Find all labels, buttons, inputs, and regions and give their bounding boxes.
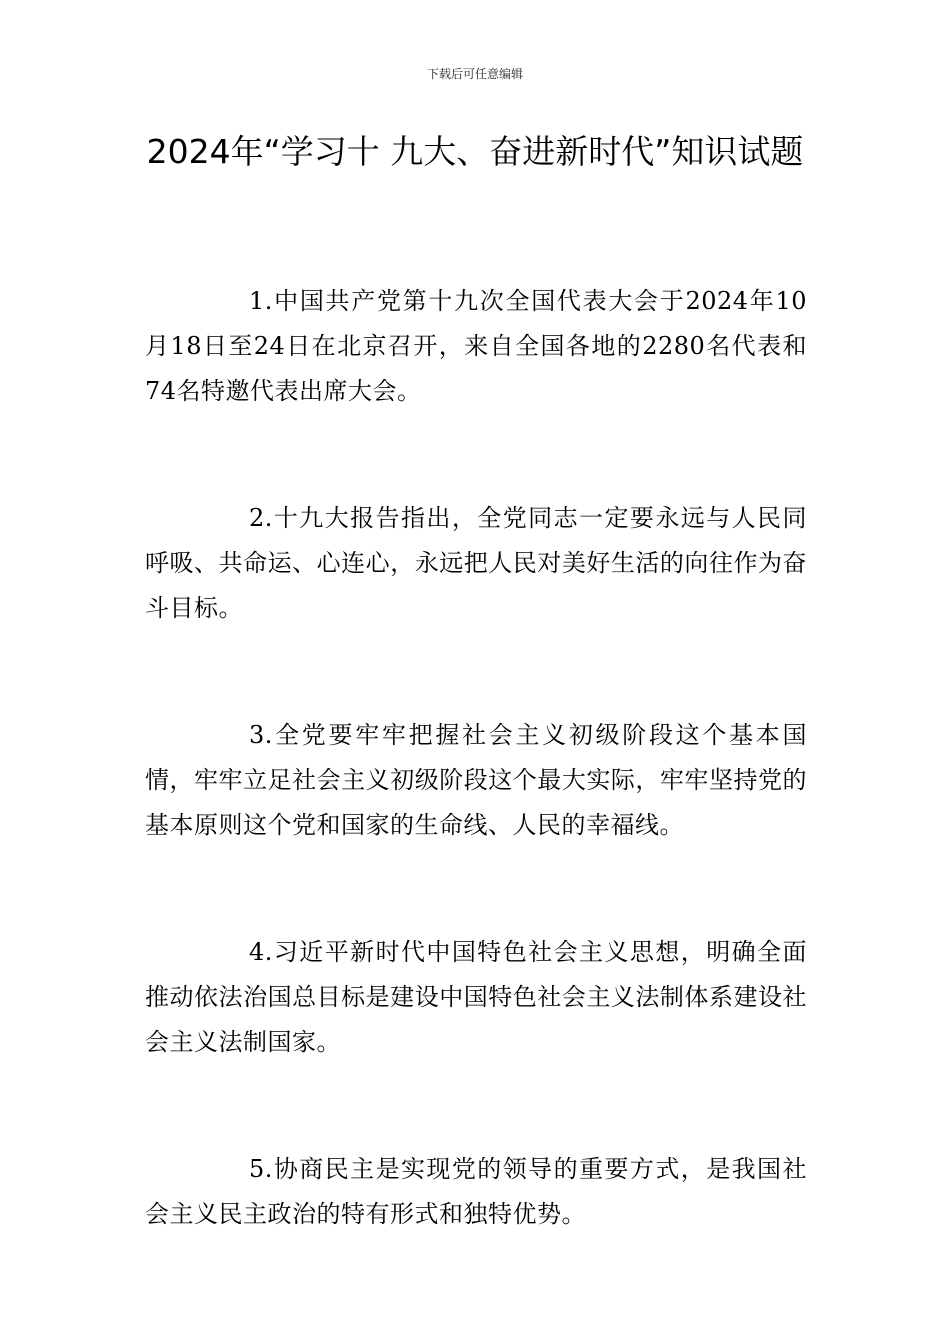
question-paragraph-1: 1.中国共产党第十九次全国代表大会于2024年10月18日至24日在北京召开，来自全国各地的2280名代表和74名特邀代表出席大会。 [145, 287, 807, 405]
question-paragraph-5: 5.协商民主是实现党的领导的重要方式，是我国社会主义民主政治的特有形式和独特优势。 [145, 1155, 807, 1228]
document-body [145, 279, 807, 1319]
document-title: 2024年“学习十 九大、奋进新时代”知识试题 [146, 132, 804, 171]
question-paragraph-2: 2.十九大报告指出，全党同志一定要永远与人民同呼吸、共命运、心连心，永远把人民对美好生活的向往作为奋斗目标。 [145, 504, 807, 622]
question-paragraph-4: 4.习近平新时代中国特色社会主义思想，明确全面推动依法治国总目标是建设中国特色社会主义法制体系建设社会主义法制国家。 [145, 938, 807, 1056]
question-paragraph-3: 3.全党要牢牢把握社会主义初级阶段这个基本国情，牢牢立足社会主义初级阶段这个最大实际，牢牢坚持党的基本原则这个党和国家的生命线、人民的幸福线。 [145, 721, 807, 839]
header-note: 下载后可任意编辑 [426, 67, 523, 81]
